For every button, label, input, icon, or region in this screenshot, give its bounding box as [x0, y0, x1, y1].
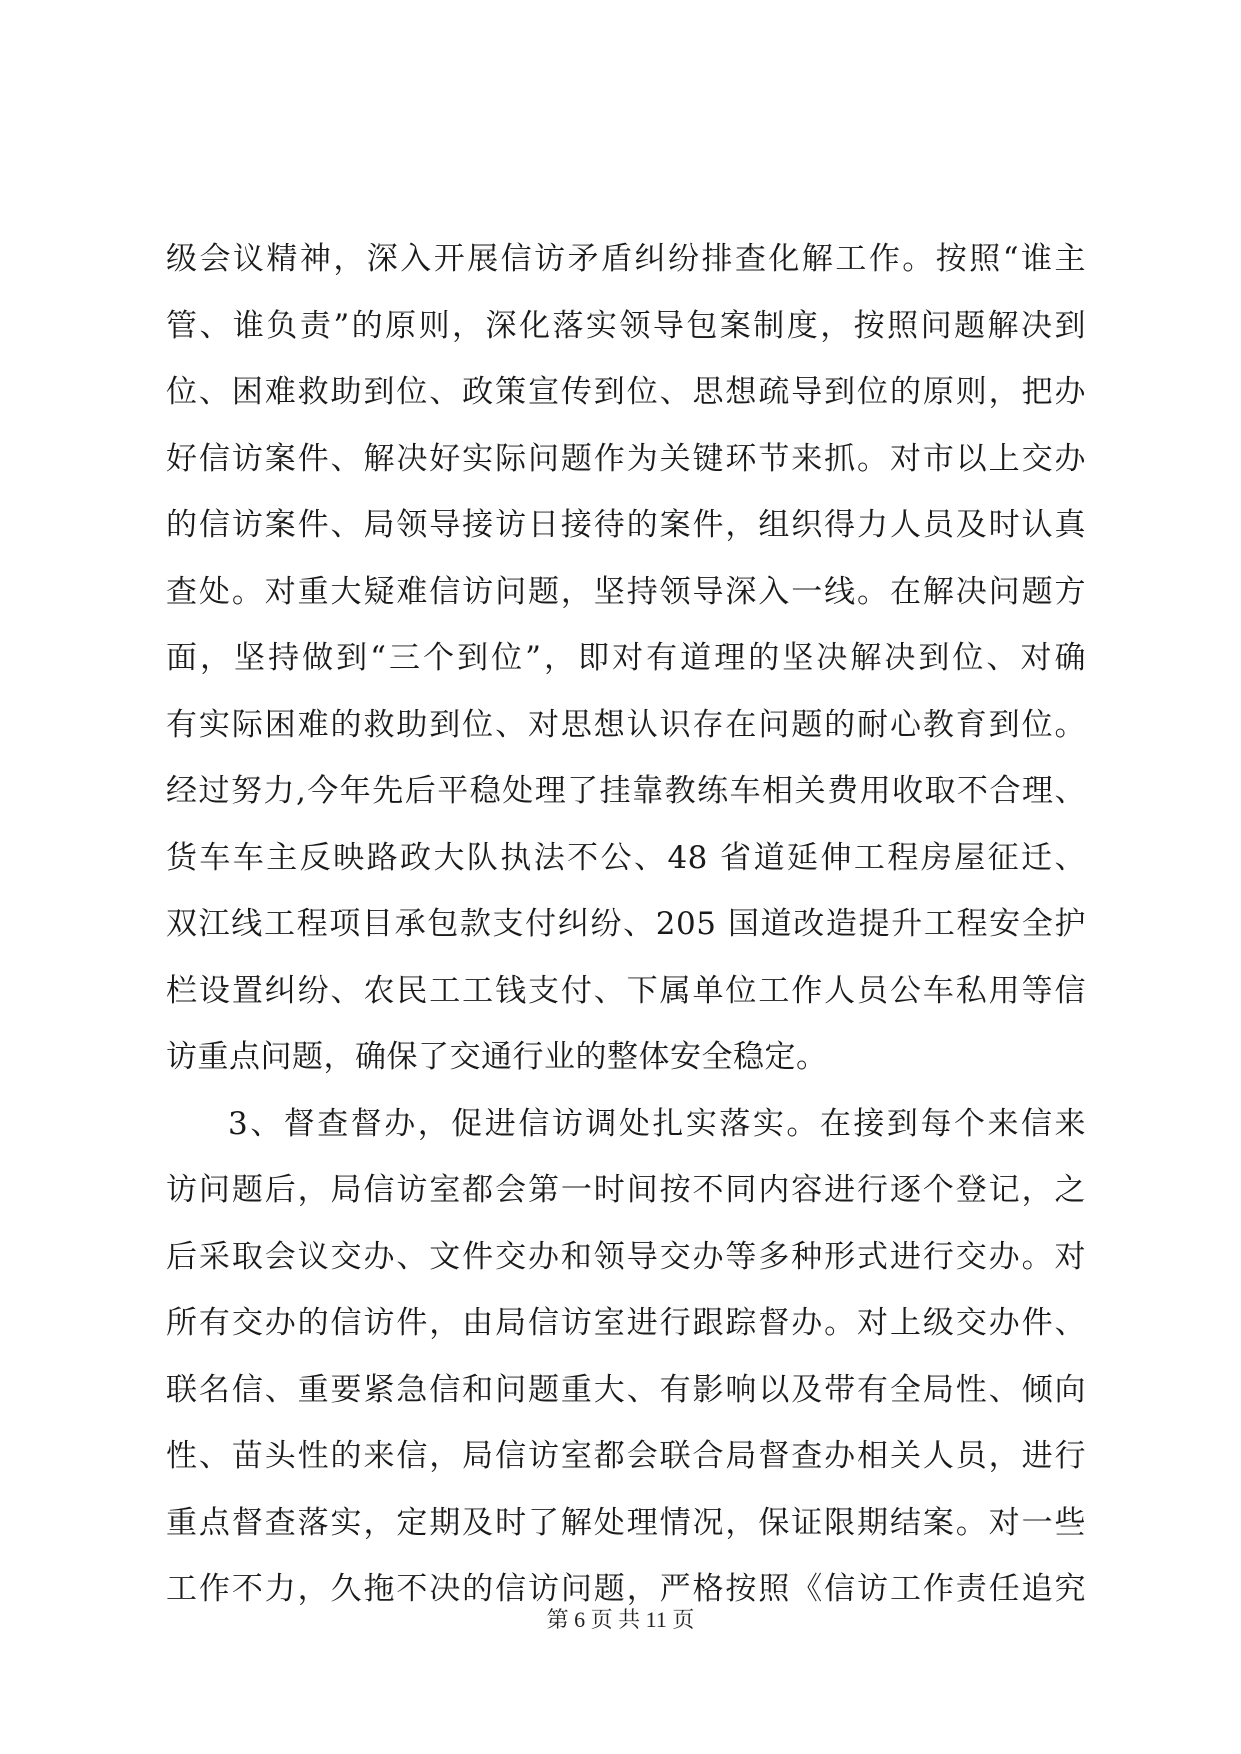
page-number-footer: 第 6 页 共 11 页: [546, 1607, 695, 1632]
paragraph-line: 面，坚持做到“三个到位”，即对有道理的坚决解决到位、对确: [166, 640, 1086, 676]
paragraph-line: 位、困难救助到位、政策宣传到位、思想疏导到位的原则，把办: [166, 374, 1086, 410]
paragraph-line: 级会议精神，深入开展信访矛盾纠纷排查化解工作。按照“谁主: [166, 241, 1086, 277]
paragraph-line: 工作不力，久拖不决的信访问题，严格按照《信访工作责任追究: [166, 1571, 1086, 1607]
paragraph-line: 双江线工程项目承包款支付纠纷、205 国道改造提升工程安全护: [166, 906, 1086, 942]
paragraph-line: 管、谁负责”的原则，深化落实领导包案制度，按照问题解决到: [166, 307, 1086, 344]
paragraph-line: 联名信、重要紧急信和问题重大、有影响以及带有全局性、倾向: [166, 1371, 1086, 1408]
paragraph-line: 栏设置纠纷、农民工工钱支付、下属单位工作人员公车私用等信: [166, 972, 1086, 1009]
paragraph-line: 的信访案件、局领导接访日接待的案件，组织得力人员及时认真: [166, 507, 1086, 543]
paragraph-line: 经过努力,今年先后平稳处理了挂靠教练车相关费用收取不合理、: [166, 773, 1086, 809]
paragraph-line: 查处。对重大疑难信访问题，坚持领导深入一线。在解决问题方: [166, 573, 1086, 610]
paragraph-line: 有实际困难的救助到位、对思想认识存在问题的耐心教育到位。: [166, 706, 1086, 743]
paragraph-line: 好信访案件、解决好实际问题作为关键环节来抓。对市以上交办: [166, 440, 1086, 477]
paragraph-line: 3、督查督办，促进信访调处扎实落实。在接到每个来信来: [228, 1105, 1086, 1142]
paragraph-line: 所有交办的信访件，由局信访室进行跟踪督办。对上级交办件、: [166, 1305, 1086, 1341]
paragraph-line: 货车车主反映路政大队执法不公、48 省道延伸工程房屋征迁、: [166, 839, 1086, 876]
paragraph-line: 访重点问题，确保了交通行业的整体安全稳定。: [166, 1039, 828, 1075]
paragraph-line: 重点督查落实，定期及时了解处理情况，保证限期结案。对一些: [166, 1504, 1086, 1541]
paragraph-line: 性、苗头性的来信，局信访室都会联合局督查办相关人员，进行: [166, 1438, 1086, 1474]
paragraph-line: 访问题后，局信访室都会第一时间按不同内容进行逐个登记，之: [166, 1172, 1086, 1208]
paragraph-line: 后采取会议交办、文件交办和领导交办等多种形式进行交办。对: [166, 1238, 1086, 1275]
body-text: [166, 226, 1086, 1623]
